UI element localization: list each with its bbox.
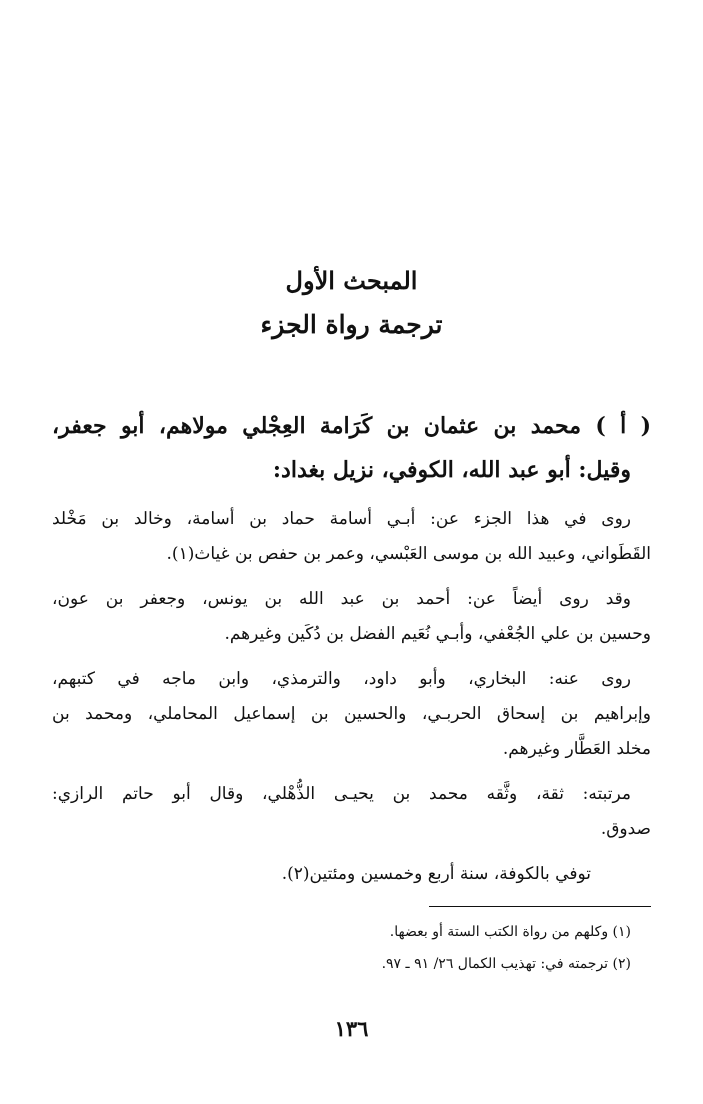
narrator-title [52,404,651,492]
narrator-title-line: وقيل: أبو عبد الله، الكوفي، نزيل بغداد: [272,457,631,483]
paragraph-line: مخلد العَطَّار وغيرهم. [502,739,651,759]
section-title: ترجمة رواة الجزء [260,310,443,339]
paragraph-rank [52,777,651,847]
footnotes [52,916,651,980]
page-body [52,404,651,980]
footnote: (١) وكلهم من رواة الكتب الستة أو بعضها. [389,924,631,940]
paragraph-also-narrated-from [52,582,651,652]
footnote: (٢) ترجمته في: تهذيب الكمال ٢٦/ ٩١ ـ ٩٧. [381,956,631,972]
paragraph-line: روى في هذا الجزء عن: أبـي أسامة حماد بن أسامة، وخالد بن مَخْلد [52,509,631,529]
chapter-heading: المبحث الأول [285,266,418,295]
footnote-separator-block [52,898,651,912]
narrator-title-line: ( أ ) محمد بن عثمان بن كَرَامة العِجْلي مولاهم، أبو جعفر، [52,413,651,439]
footnote-separator [429,906,651,907]
paragraph-line: روى عنه: البخاري، وأبو داود، والترمذي، وابن ماجه في كتبهم، [52,669,631,689]
paragraph-line: القَطَواني، وعبيد الله بن موسى العَبْسي، وعمر بن حفص بن غياث(١). [166,544,651,564]
paragraph-narrated-from [52,502,651,572]
paragraph-narrated-by [52,662,651,767]
paragraph-line: صدوق. [600,819,651,839]
section-headings [0,262,703,344]
paragraph-death [52,857,651,892]
paragraph-line: وحسين بن علي الجُعْفي، وأبـي نُعَيم الفضل بن دُكَين وغيرهم. [224,624,651,644]
paragraph-line: توفي بالكوفة، سنة أربع وخمسين ومئتين(٢). [281,864,591,884]
paragraph-line: وقد روى أيضاً عن: أحمد بن عبد الله بن يونس، وجعفر بن عون، [52,589,631,609]
paragraph-line: وإبراهيم بن إسحاق الحربـي، والحسين بن إسماعيل المحاملي، ومحمد بن [52,704,651,724]
paragraph-line: مرتبته: ثقة، وثَّقه محمد بن يحيـى الذُّهْلي، وقال أبو حاتم الرازي: [52,784,631,804]
page-number: ١٣٦ [334,1016,369,1041]
